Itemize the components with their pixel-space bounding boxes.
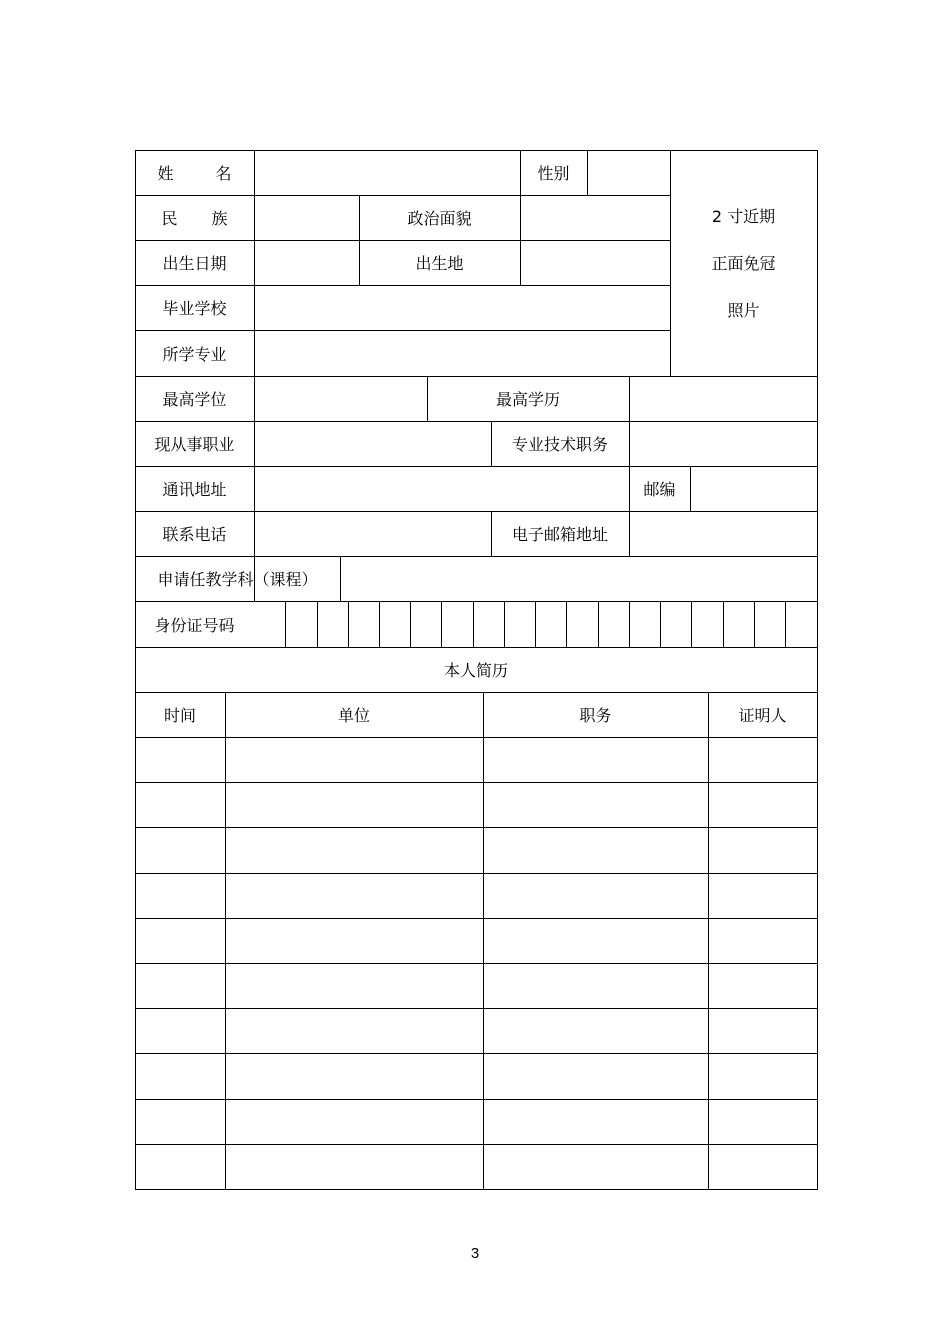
resume-title: 本人简历 xyxy=(443,661,508,680)
subject-label: 申请任教学科（课程） xyxy=(157,570,318,589)
resume-body[interactable] xyxy=(135,737,817,1189)
school-label: 毕业学校 xyxy=(162,299,227,318)
ethnicity-label-part1: 民 xyxy=(161,209,178,228)
gender-field[interactable] xyxy=(587,150,670,195)
id-number-field[interactable] xyxy=(254,601,817,647)
tech-title-label: 专业技术职务 xyxy=(511,435,608,454)
postcode-field[interactable] xyxy=(690,466,817,511)
address-field[interactable] xyxy=(254,466,629,511)
id-label: 身份证号码 xyxy=(154,615,235,635)
ethnicity-label xyxy=(135,195,254,240)
photo-text-line1: 2 寸近期 xyxy=(711,206,776,226)
form-border-bottom xyxy=(135,1189,817,1190)
ethnicity-label-part2: 族 xyxy=(211,209,228,228)
birthplace-label: 出生地 xyxy=(415,254,464,273)
occupation-label: 现从事职业 xyxy=(154,435,235,454)
major-field[interactable] xyxy=(254,330,670,376)
gender-label: 性别 xyxy=(537,164,570,183)
photo-text-line3: 照片 xyxy=(727,300,760,320)
ethnicity-field[interactable] xyxy=(254,195,359,240)
phone-field[interactable] xyxy=(254,511,491,556)
political-status-field[interactable] xyxy=(520,195,670,240)
photo-text-line2: 正面免冠 xyxy=(711,253,776,273)
name-label-part2: 名 xyxy=(215,164,232,183)
occupation-field[interactable] xyxy=(254,421,491,466)
education-label: 最高学历 xyxy=(495,390,560,409)
resume-header-unit: 单位 xyxy=(337,706,370,725)
postcode-label: 邮编 xyxy=(643,480,676,499)
name-field[interactable] xyxy=(254,150,520,195)
education-field[interactable] xyxy=(629,376,817,421)
email-field[interactable] xyxy=(629,511,817,556)
degree-label: 最高学位 xyxy=(162,390,227,409)
form-border-right xyxy=(817,150,818,1190)
photo-placeholder xyxy=(670,150,817,376)
subject-field[interactable] xyxy=(340,556,817,601)
resume-header-witness: 证明人 xyxy=(738,706,787,725)
birth-date-field[interactable] xyxy=(254,240,359,285)
degree-field[interactable] xyxy=(254,376,427,421)
political-status-label: 政治面貌 xyxy=(407,209,472,228)
phone-label: 联系电话 xyxy=(162,525,227,544)
address-label: 通讯地址 xyxy=(162,480,227,499)
page-number: 3 xyxy=(470,1245,480,1262)
school-field[interactable] xyxy=(254,285,670,330)
resume-header-position: 职务 xyxy=(579,706,612,725)
birthplace-field[interactable] xyxy=(520,240,670,285)
birth-date-label: 出生日期 xyxy=(162,254,227,273)
major-label: 所学专业 xyxy=(162,344,227,364)
resume-header-time: 时间 xyxy=(163,706,196,725)
name-label-part1: 姓 xyxy=(157,164,174,183)
tech-title-field[interactable] xyxy=(629,421,817,466)
email-label: 电子邮箱地址 xyxy=(511,525,608,544)
name-label xyxy=(135,150,254,195)
